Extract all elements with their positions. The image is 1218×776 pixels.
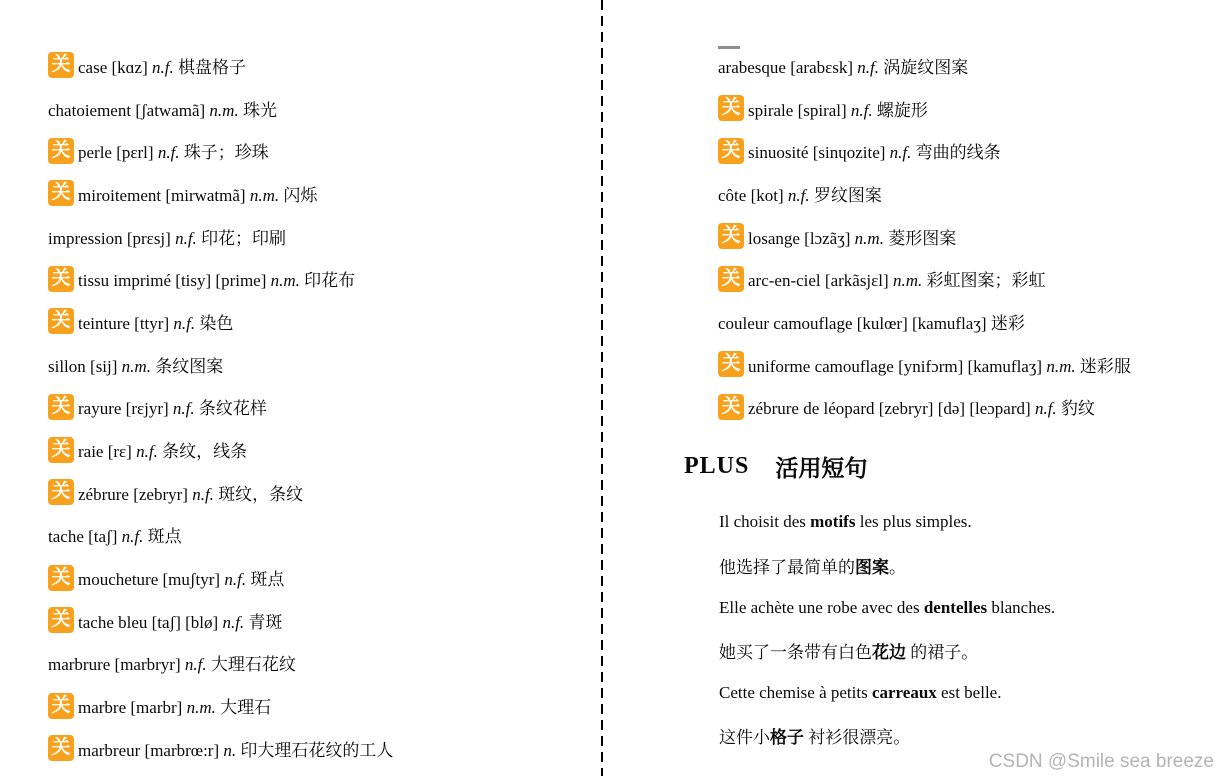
entry-french-term: marbreur [marbrœ:r] — [78, 740, 224, 760]
entry-french-term: zébrure de léopard [zebryr] [də] [leɔpard] — [748, 399, 1035, 419]
entry-chinese-gloss: 斑点 — [246, 570, 285, 590]
sentence-text: 。 — [889, 557, 906, 577]
entry-part-of-speech: n.m. — [121, 356, 151, 376]
column-divider-dashed-line — [601, 0, 603, 776]
sentence-keyword: 格子 — [770, 728, 804, 748]
entry-chinese-gloss: 青斑 — [244, 612, 283, 632]
keyword-icon: 关 — [718, 138, 744, 164]
entry-text — [48, 522, 182, 547]
entry-chinese-gloss: 闪烁 — [279, 185, 318, 205]
entry-french-term: zébrure [zebryr] — [78, 484, 193, 504]
entry-french-term: impression [prɛsj] — [48, 228, 176, 248]
example-sentence — [719, 544, 1055, 587]
entry-row — [718, 300, 1131, 343]
keyword-icon: 关 — [48, 437, 74, 463]
keyword-icon: 关 — [48, 607, 74, 633]
entry-french-term: moucheture [muʃtyr] — [78, 570, 225, 590]
entry-part-of-speech: n.f. — [157, 143, 180, 163]
entry-french-term: miroitement [mirwatmã] — [78, 185, 250, 205]
entry-french-term: losange [lɔzãʒ] — [748, 228, 855, 248]
entry-text — [718, 309, 1025, 334]
entry-text — [78, 736, 393, 761]
example-sentence — [719, 586, 1055, 629]
entry-part-of-speech: n.f. — [889, 143, 912, 163]
keyword-icon: 关 — [718, 351, 744, 377]
sentence-keyword: 图案 — [855, 557, 889, 577]
entry-row — [48, 172, 393, 215]
entry-row — [48, 129, 393, 172]
entry-chinese-gloss: 弯曲的线条 — [911, 143, 1001, 163]
entry-part-of-speech: n.m. — [854, 228, 884, 248]
entry-text — [748, 138, 1001, 163]
sentence-text: 衬衫很漂亮。 — [804, 728, 911, 748]
entry-chinese-gloss: 染色 — [195, 313, 234, 333]
entry-part-of-speech: n.f. — [175, 228, 197, 248]
entry-chinese-gloss: 迷彩 — [990, 313, 1025, 333]
entry-chinese-gloss: 斑点 — [143, 527, 182, 547]
entry-french-term: couleur camouflage [kulœr] [kamuflaʒ] — [718, 313, 991, 333]
entry-text — [718, 53, 968, 78]
entry-text — [78, 138, 269, 163]
entry-row — [718, 343, 1131, 386]
sentence-text: 她买了一条带有白色 — [719, 642, 872, 662]
keyword-icon: 关 — [48, 735, 74, 761]
keyword-icon: 关 — [48, 479, 74, 505]
entry-french-term: perle [pɛrl] — [78, 143, 158, 163]
entry-row — [48, 386, 393, 429]
entry-row — [48, 556, 393, 599]
entry-part-of-speech: n.f. — [172, 399, 195, 419]
entry-row — [48, 684, 393, 727]
sentence-text: Il choisit des — [719, 512, 811, 532]
entry-part-of-speech: n.f. — [136, 442, 158, 462]
entry-french-term: arc-en-ciel [arkãsjɛl] — [748, 271, 893, 291]
entry-text — [78, 565, 284, 590]
entry-chinese-gloss: 珠光 — [238, 100, 277, 120]
entry-chinese-gloss: 珠子；珍珠 — [179, 143, 269, 163]
sentence-text: 他选择了最简单的 — [719, 557, 855, 577]
entry-row — [48, 642, 393, 685]
entry-chinese-gloss: 斑纹，条纹 — [213, 484, 304, 504]
entry-chinese-gloss: 棋盘格子 — [173, 57, 246, 77]
entry-part-of-speech: n.f. — [184, 655, 207, 675]
entry-chinese-gloss: 印花布 — [299, 271, 356, 291]
entry-part-of-speech: n.f. — [850, 100, 873, 120]
entry-row — [48, 514, 393, 557]
entry-french-term: marbre [marbr] — [78, 698, 187, 718]
entry-part-of-speech: n.f. — [224, 570, 247, 590]
entry-row — [48, 599, 393, 642]
entry-row — [48, 727, 393, 770]
entry-row — [48, 257, 393, 300]
entry-text — [748, 96, 928, 121]
entry-row — [718, 257, 1131, 300]
entry-chinese-gloss: 菱形图案 — [883, 228, 957, 248]
entry-row — [718, 215, 1131, 258]
sentence-text: Cette chemise à petits — [719, 683, 872, 703]
entry-row — [48, 300, 393, 343]
keyword-icon: 关 — [718, 394, 744, 420]
sentence-keyword: 花边 — [872, 642, 906, 662]
entry-row — [718, 129, 1131, 172]
entry-chinese-gloss: 涡旋纹图案 — [879, 57, 969, 77]
entry-text — [48, 352, 223, 377]
entry-french-term: sinuosité [sinɥozite] — [748, 143, 890, 163]
entry-row — [718, 87, 1131, 130]
entry-text — [48, 96, 277, 121]
entry-french-term: rayure [rɛjyr] — [78, 399, 173, 419]
entry-part-of-speech: n.f. — [173, 313, 196, 333]
entry-text — [78, 266, 355, 291]
sentence-keyword: motifs — [810, 512, 856, 532]
entry-chinese-gloss: 条纹，线条 — [157, 442, 248, 462]
entry-french-term: raie [rɛ] — [78, 442, 137, 462]
entry-french-term: uniforme camouflage [ynifɔrm] [kamuflaʒ] — [748, 356, 1047, 376]
entry-text — [748, 352, 1131, 377]
keyword-icon: 关 — [718, 266, 744, 292]
keyword-icon: 关 — [48, 52, 74, 78]
entry-text — [48, 224, 286, 249]
entry-text — [78, 53, 246, 78]
entry-part-of-speech: n.f. — [222, 612, 245, 632]
entry-chinese-gloss: 螺旋形 — [872, 100, 928, 120]
entry-chinese-gloss: 彩虹图案；彩虹 — [922, 271, 1046, 291]
left-column-entry-list — [48, 44, 393, 770]
entry-row — [48, 428, 393, 471]
entry-part-of-speech: n.f. — [192, 484, 214, 504]
entry-part-of-speech: n.m. — [892, 271, 923, 291]
entry-part-of-speech: n.m. — [186, 698, 216, 718]
entry-chinese-gloss: 条纹图案 — [150, 356, 224, 376]
entry-row — [718, 172, 1131, 215]
entry-text — [718, 181, 882, 206]
keyword-icon: 关 — [48, 394, 74, 420]
example-sentence — [719, 629, 1055, 672]
sentence-text: blanches. — [987, 597, 1056, 617]
entry-french-term: spirale [spiral] — [748, 100, 851, 120]
entry-part-of-speech: n.f. — [1034, 399, 1057, 419]
entry-row — [48, 471, 393, 514]
keyword-icon: 关 — [48, 138, 74, 164]
entry-text — [78, 693, 271, 718]
entry-row — [48, 343, 393, 386]
example-sentence — [719, 672, 1055, 715]
entry-chinese-gloss: 罗纹图案 — [809, 185, 882, 205]
entry-part-of-speech: n.f. — [787, 185, 810, 205]
keyword-icon: 关 — [48, 266, 74, 292]
entry-text — [748, 266, 1045, 291]
entry-part-of-speech: n. — [223, 740, 237, 760]
sentence-text: 的裙子。 — [906, 642, 979, 662]
entry-row — [718, 44, 1131, 87]
entry-french-term: chatoiement [ʃatwamã] — [48, 100, 210, 120]
entry-text — [78, 437, 247, 462]
keyword-icon: 关 — [48, 693, 74, 719]
entry-row — [48, 44, 393, 87]
sentence-text: 这件小 — [719, 728, 770, 748]
watermark: CSDN @Smile sea breeze — [988, 751, 1214, 772]
plus-heading-chinese: 活用短句 — [775, 455, 868, 481]
keyword-icon: 关 — [48, 565, 74, 591]
entry-french-term: tache bleu [taʃ] [blø] — [78, 612, 223, 632]
keyword-icon: 关 — [48, 308, 74, 334]
entry-part-of-speech: n.m. — [249, 185, 280, 205]
sentence-text: est belle. — [936, 683, 1002, 703]
entry-text — [78, 309, 233, 334]
entry-row — [718, 386, 1131, 429]
entry-french-term: sillon [sij] — [48, 356, 122, 376]
entry-text — [78, 480, 303, 505]
entry-chinese-gloss: 豹纹 — [1056, 399, 1095, 419]
entry-text — [748, 224, 956, 249]
entry-chinese-gloss: 印大理石花纹的工人 — [236, 740, 394, 760]
sentence-text: Elle achète une robe avec des — [719, 597, 924, 617]
entry-part-of-speech: n.m. — [270, 271, 300, 291]
sentence-keyword: dentelles — [923, 597, 988, 617]
entry-chinese-gloss: 条纹花样 — [194, 399, 267, 419]
keyword-icon: 关 — [48, 180, 74, 206]
entry-row — [48, 87, 393, 130]
entry-french-term: arabesque [arabɛsk] — [718, 57, 858, 77]
entry-part-of-speech: n.f. — [857, 57, 880, 77]
keyword-icon: 关 — [718, 223, 744, 249]
sentence-keyword: carreaux — [871, 683, 937, 703]
plus-heading-latin: PLUS — [684, 452, 750, 479]
entry-french-term: tache [taʃ] — [48, 527, 122, 547]
plus-section-heading — [684, 449, 867, 483]
sentence-text: les plus simples. — [855, 512, 972, 532]
entry-chinese-gloss: 迷彩服 — [1075, 356, 1131, 376]
entry-chinese-gloss: 大理石花纹 — [206, 655, 296, 675]
entry-chinese-gloss: 印花；印刷 — [196, 228, 287, 248]
example-sentence — [719, 501, 1055, 544]
entry-french-term: marbrure [marbryr] — [48, 655, 185, 675]
keyword-icon: 关 — [718, 95, 744, 121]
example-sentence-list — [719, 501, 1055, 757]
entry-french-term: côte [kot] — [718, 185, 788, 205]
entry-part-of-speech: n.m. — [1046, 356, 1076, 376]
entry-text — [78, 394, 267, 419]
entry-french-term: case [kɑz] — [78, 57, 153, 77]
entry-text — [748, 394, 1095, 419]
entry-part-of-speech: n.f. — [152, 57, 174, 77]
entry-french-term: tissu imprimé [tisy] [prime] — [78, 271, 271, 291]
entry-part-of-speech: n.m. — [209, 100, 239, 120]
entry-chinese-gloss: 大理石 — [215, 698, 272, 718]
entry-text — [48, 650, 296, 675]
entry-part-of-speech: n.f. — [121, 527, 144, 547]
right-column-entry-list — [718, 44, 1131, 428]
entry-text — [78, 608, 282, 633]
entry-french-term: teinture [ttyr] — [78, 313, 174, 333]
entry-text — [78, 181, 317, 206]
entry-row — [48, 215, 393, 258]
